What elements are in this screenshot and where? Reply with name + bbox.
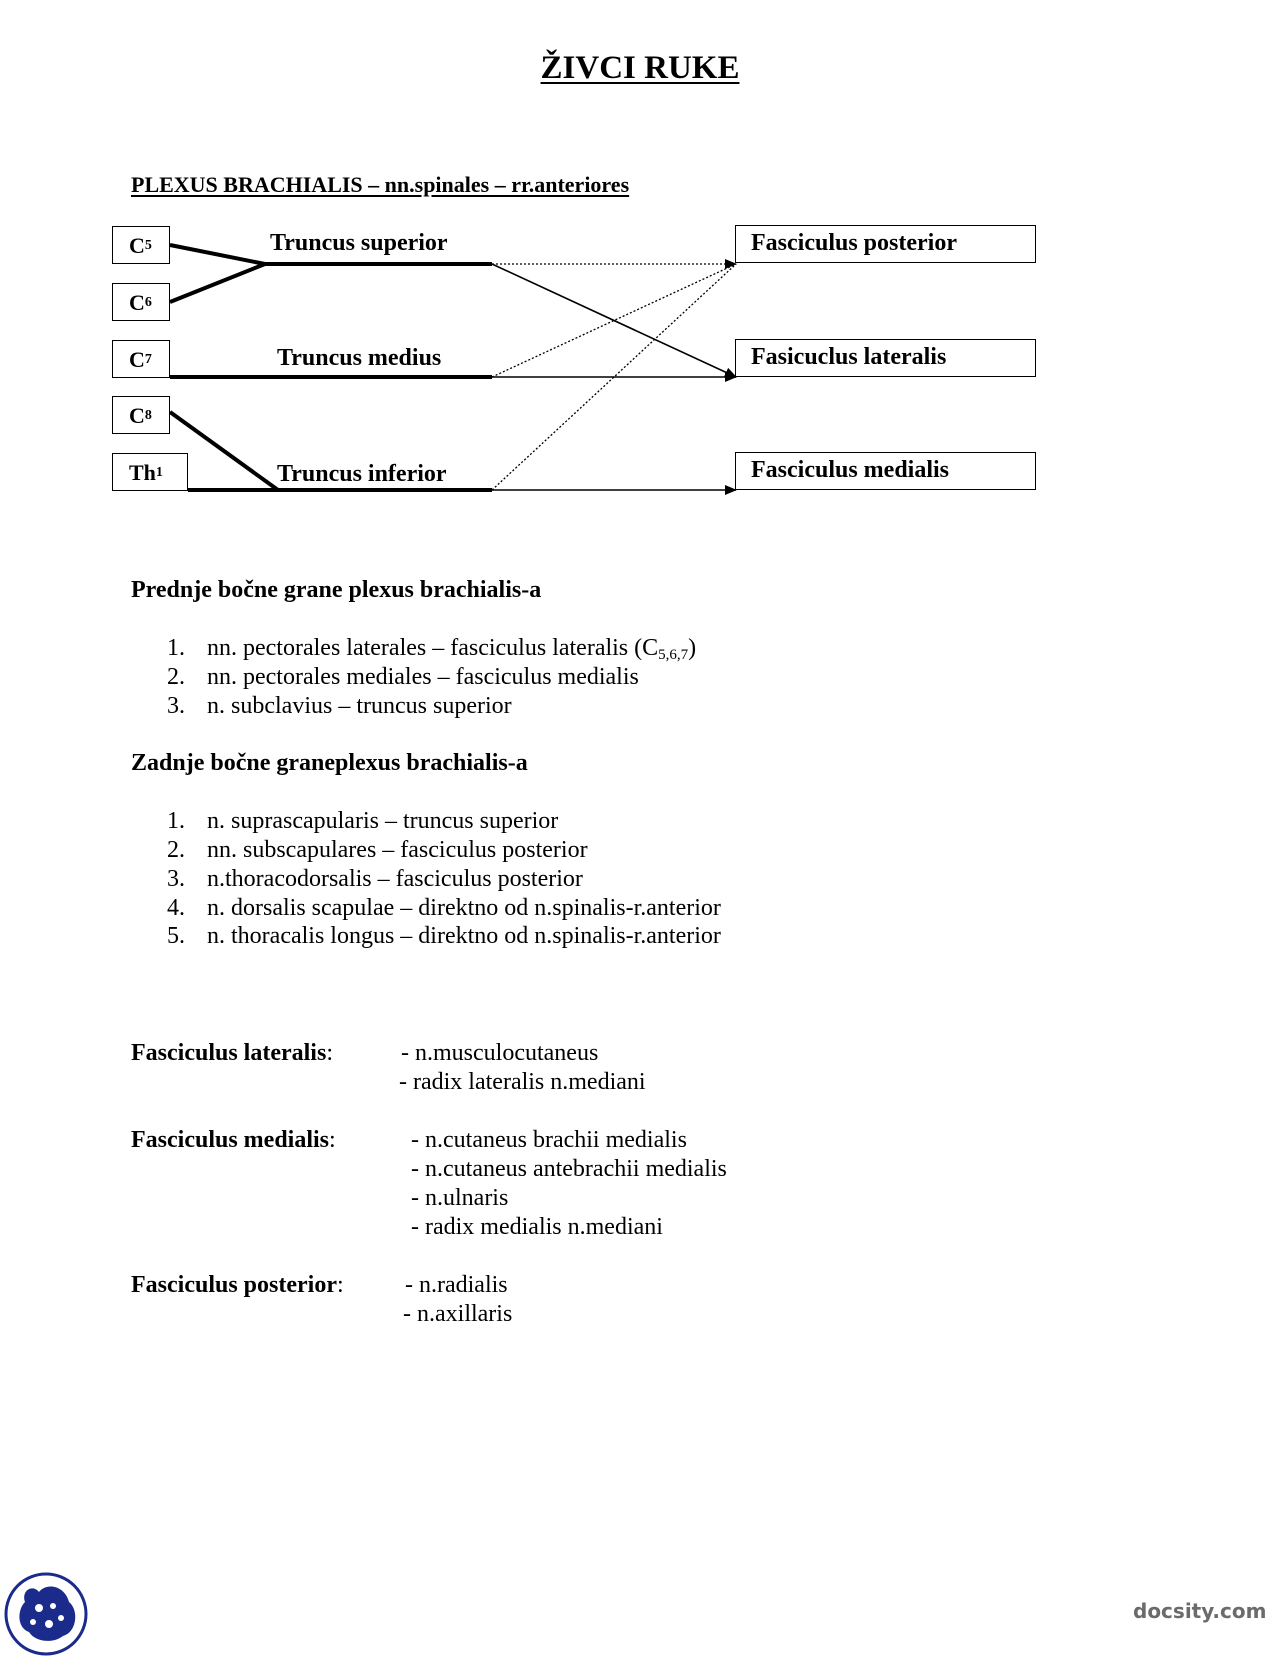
fasciculus-name: Fasciculus medialis — [131, 1127, 330, 1153]
plexus-diagram-lines — [0, 0, 1280, 520]
root-label: C — [129, 347, 145, 372]
list-text: n. dorsalis scapulae – direktno od n.spinalis-r.anterior — [207, 895, 721, 921]
root-subscript: 7 — [144, 352, 152, 367]
list-item — [167, 922, 721, 950]
list-item — [167, 663, 639, 691]
list-item — [167, 692, 512, 720]
list-item — [167, 807, 558, 835]
fasciculus-name: Fasciculus posterior — [131, 1272, 337, 1298]
list-number: 5. — [167, 923, 185, 949]
root-subscript: 8 — [144, 408, 152, 423]
root-subscript: 6 — [144, 295, 152, 310]
root-label: Th — [129, 460, 156, 485]
trunk-medius-label: Truncus medius — [277, 345, 442, 371]
list-number: 2. — [167, 837, 185, 863]
list-item — [167, 894, 721, 922]
root-box-c7 — [112, 340, 170, 378]
c6-to-superior-line — [170, 264, 265, 302]
list-item — [167, 836, 588, 864]
root-label: C — [129, 403, 145, 428]
fasciculus-medialis-label — [131, 1126, 336, 1154]
list-number: 1. — [167, 635, 185, 661]
docsity-logo-icon[interactable] — [3, 1572, 89, 1661]
branch-item: - n.ulnaris — [411, 1185, 509, 1211]
root-box-th1 — [112, 453, 188, 491]
list-subscript: 5,6,7 — [658, 647, 689, 663]
list-item — [167, 865, 583, 893]
branch-item: - n.musculocutaneus — [401, 1040, 599, 1066]
list-number: 3. — [167, 693, 185, 719]
root-box-c8 — [112, 396, 170, 434]
branch-item: - n.radialis — [405, 1272, 508, 1298]
label-separator: : — [326, 1040, 333, 1066]
root-subscript: 5 — [144, 238, 152, 253]
list-text: n. subclavius – truncus superior — [207, 693, 512, 719]
anterior-branches-heading: Prednje bočne grane plexus brachialis-a — [131, 577, 542, 603]
branch-item: - n.cutaneus brachii medialis — [411, 1127, 687, 1153]
branch-item: - n.cutaneus antebrachii medialis — [411, 1156, 727, 1182]
label-separator: : — [336, 1272, 344, 1298]
list-number: 2. — [167, 664, 185, 690]
list-number: 1. — [167, 808, 185, 834]
list-text: nn. subscapulares – fasciculus posterior — [207, 837, 588, 863]
branch-item: - n.axillaris — [403, 1301, 513, 1327]
fasciculus-lateralis-label — [131, 1039, 333, 1067]
docsity-brand-text[interactable]: docsity.com — [1133, 1599, 1267, 1623]
root-box-c6 — [112, 283, 170, 321]
fasciculus-lateralis-box: Fasicuclus lateralis — [735, 339, 1036, 377]
c5-to-superior-line — [170, 245, 265, 264]
list-text: n. thoracalis longus – direktno od n.spinalis-r.anterior — [207, 923, 721, 949]
list-text: n. suprascapularis – truncus superior — [207, 808, 559, 834]
root-subscript: 1 — [155, 465, 163, 480]
page-title: ŽIVCI RUKE — [540, 50, 740, 86]
posterior-branches-heading: Zadnje bočne graneplexus brachialis-a — [131, 750, 528, 776]
fasciculus-name: Fasciculus lateralis — [131, 1040, 327, 1066]
branch-item: - radix medialis n.mediani — [411, 1214, 663, 1240]
list-text: nn. pectorales mediales – fasciculus medialis — [207, 664, 639, 690]
label-separator: : — [329, 1127, 336, 1153]
list-number: 4. — [167, 895, 185, 921]
fasciculus-posterior-label — [131, 1271, 344, 1299]
branch-item: - radix lateralis n.mediani — [399, 1069, 646, 1095]
list-text: nn. pectorales laterales – fasciculus lateralis (C — [207, 635, 659, 661]
diagram-subtitle: PLEXUS BRACHIALIS – nn.spinales – rr.anteriores — [131, 172, 630, 197]
root-box-c5 — [112, 226, 170, 264]
trunk-superior-label: Truncus superior — [270, 230, 448, 256]
root-label: C — [129, 233, 145, 258]
fasciculus-posterior-box: Fasciculus posterior — [735, 225, 1036, 263]
root-label: C — [129, 290, 145, 315]
fasciculus-medialis-box: Fasciculus medialis — [735, 452, 1036, 490]
list-text: n.thoracodorsalis – fasciculus posterior — [207, 866, 583, 892]
list-tail: ) — [688, 635, 697, 661]
trunk-inferior-label: Truncus inferior — [277, 461, 447, 487]
list-number: 3. — [167, 866, 185, 892]
